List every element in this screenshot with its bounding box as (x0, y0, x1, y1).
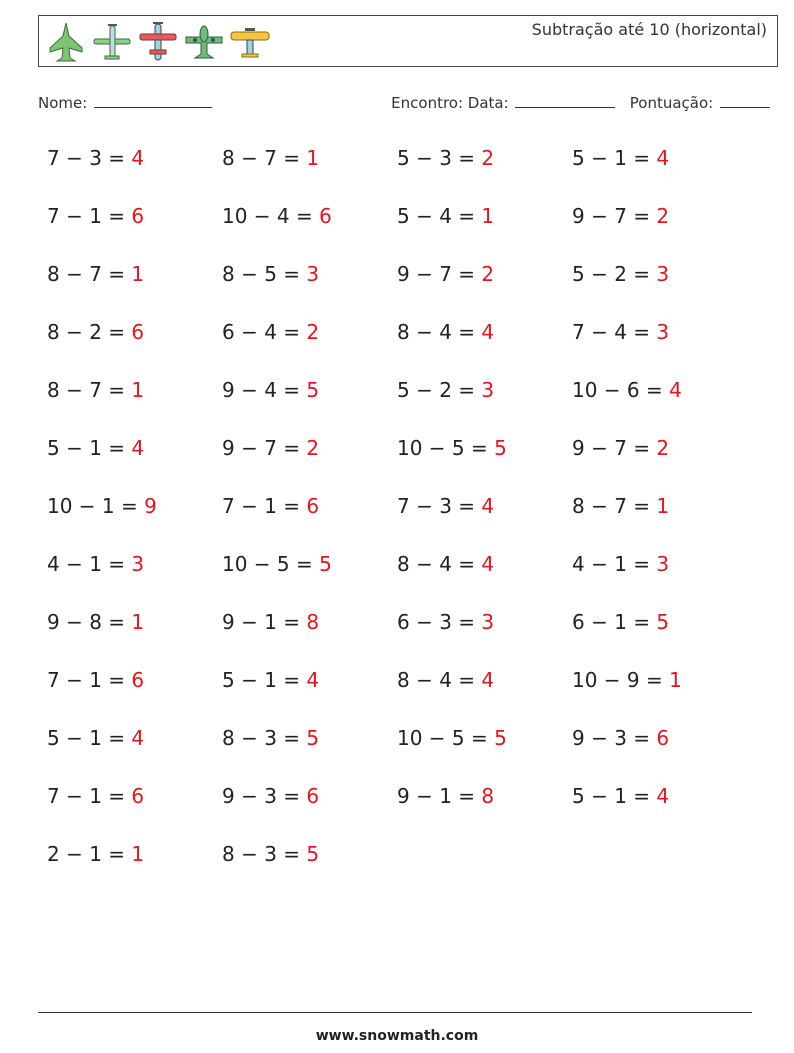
problem-question: 8 − 2 = (47, 320, 126, 344)
problem-answer: 4 (131, 146, 145, 170)
problem-question: 8 − 3 = (222, 842, 301, 866)
problem-question: 4 − 1 = (572, 552, 651, 576)
problem-question: 10 − 4 = (222, 204, 313, 228)
encounter-date-label: Encontro: Data: (391, 94, 509, 112)
problem-answer: 5 (306, 726, 320, 750)
problem-question: 9 − 8 = (47, 610, 126, 634)
problem (397, 146, 494, 170)
problem-question: 6 − 1 = (572, 610, 651, 634)
problem-answer: 3 (656, 552, 670, 576)
date-blank[interactable] (515, 93, 615, 108)
problem (397, 726, 507, 750)
problem-answer: 4 (669, 378, 682, 402)
problem-answer: 4 (481, 320, 495, 344)
problem (47, 784, 144, 808)
problem-grid (47, 146, 747, 900)
problem-question: 5 − 4 = (397, 204, 476, 228)
problem-question: 9 − 7 = (572, 436, 651, 460)
problem (572, 494, 669, 518)
problem-question: 4 − 1 = (47, 552, 126, 576)
problem (222, 262, 319, 286)
problem (572, 146, 669, 170)
problem-row (47, 552, 747, 610)
problem-question: 8 − 3 = (222, 726, 301, 750)
problem (572, 204, 669, 228)
problem (222, 784, 319, 808)
problem-answer: 8 (306, 610, 320, 634)
worksheet-title: Subtração até 10 (horizontal) (531, 20, 767, 39)
problem (572, 784, 669, 808)
problem-answer: 6 (131, 320, 145, 344)
problem-question: 9 − 7 = (572, 204, 651, 228)
yellow-biplane-icon (229, 20, 271, 64)
problem-answer: 4 (131, 726, 145, 750)
problem-row (47, 436, 747, 494)
problem-answer: 3 (656, 262, 670, 286)
problem (397, 494, 494, 518)
problem-answer: 2 (306, 320, 320, 344)
problem (572, 610, 669, 634)
problem-answer: 5 (656, 610, 670, 634)
problem-question: 9 − 3 = (572, 726, 651, 750)
problem (572, 320, 669, 344)
problem (572, 378, 682, 402)
problem-question: 7 − 1 = (47, 668, 126, 692)
problem-question: 10 − 6 = (572, 378, 663, 402)
problem (47, 262, 144, 286)
problem-question: 10 − 5 = (397, 436, 488, 460)
problem-answer: 2 (656, 436, 670, 460)
problem-answer: 1 (656, 494, 670, 518)
problem-answer: 6 (131, 784, 145, 808)
problem-answer: 6 (656, 726, 670, 750)
problem (47, 842, 144, 866)
problem (572, 726, 669, 750)
problem (222, 204, 332, 228)
problem (572, 436, 669, 460)
problem-answer: 4 (481, 494, 495, 518)
problem (47, 726, 144, 750)
problem-question: 7 − 3 = (397, 494, 476, 518)
problem-question: 5 − 1 = (222, 668, 301, 692)
plane-icons (45, 20, 271, 64)
problem-answer: 1 (306, 146, 320, 170)
problem (47, 320, 144, 344)
problem-answer: 2 (656, 204, 670, 228)
problem (222, 668, 319, 692)
problem-answer: 2 (306, 436, 320, 460)
problem-question: 6 − 4 = (222, 320, 301, 344)
problem (397, 552, 494, 576)
problem (47, 552, 144, 576)
problem-question: 9 − 7 = (222, 436, 301, 460)
problem-question: 5 − 1 = (47, 436, 126, 460)
score-blank[interactable] (720, 93, 770, 108)
problem-row (47, 146, 747, 204)
problem-answer: 5 (494, 436, 507, 460)
problem-question: 5 − 3 = (397, 146, 476, 170)
problem-answer: 1 (481, 204, 495, 228)
problem-question: 8 − 7 = (47, 378, 126, 402)
problem (397, 204, 494, 228)
problem-row (47, 668, 747, 726)
problem-question: 5 − 1 = (572, 784, 651, 808)
encounter-score-fields (391, 93, 770, 112)
problem (397, 784, 494, 808)
problem (572, 668, 682, 692)
problem (222, 494, 319, 518)
name-blank[interactable] (94, 93, 212, 108)
problem-answer: 6 (306, 784, 320, 808)
problem-answer: 4 (131, 436, 145, 460)
problem-row (47, 320, 747, 378)
problem-question: 7 − 1 = (222, 494, 301, 518)
problem (222, 146, 319, 170)
problem-question: 7 − 1 = (47, 204, 126, 228)
problem-answer: 1 (669, 668, 682, 692)
problem-answer: 5 (494, 726, 507, 750)
red-plane-icon (137, 20, 179, 64)
problem-answer: 3 (481, 378, 495, 402)
problem-question: 5 − 2 = (397, 378, 476, 402)
problem-question: 10 − 9 = (572, 668, 663, 692)
problem-answer: 5 (319, 552, 332, 576)
problem-question: 8 − 5 = (222, 262, 301, 286)
problem-answer: 4 (481, 668, 495, 692)
problem-answer: 6 (131, 204, 145, 228)
problem (47, 436, 144, 460)
problem-answer: 3 (306, 262, 320, 286)
problem-question: 5 − 2 = (572, 262, 651, 286)
green-plane-icon (183, 20, 225, 64)
problem (47, 146, 144, 170)
score-label: Pontuação: (629, 94, 714, 112)
problem-question: 8 − 4 = (397, 552, 476, 576)
problem-question: 8 − 4 = (397, 320, 476, 344)
problem (222, 842, 319, 866)
problem-row (47, 494, 747, 552)
worksheet-header (38, 15, 778, 67)
problem-answer: 6 (131, 668, 145, 692)
problem-answer: 4 (656, 146, 670, 170)
footer-url: www.snowmath.com (315, 1028, 479, 1044)
problem-row (47, 610, 747, 668)
problem (47, 668, 144, 692)
problem-question: 10 − 5 = (397, 726, 488, 750)
problem-question: 9 − 7 = (397, 262, 476, 286)
problem-question: 9 − 3 = (222, 784, 301, 808)
problem-question: 8 − 7 = (47, 262, 126, 286)
propeller-plane-icon (91, 20, 133, 64)
problem (47, 494, 157, 518)
problem-answer: 6 (319, 204, 332, 228)
problem-question: 10 − 5 = (222, 552, 313, 576)
problem (397, 668, 494, 692)
problem-row (47, 726, 747, 784)
problem (222, 320, 319, 344)
problem (47, 204, 144, 228)
problem-question: 5 − 1 = (572, 146, 651, 170)
problem-answer: 2 (481, 146, 495, 170)
problem-question: 7 − 4 = (572, 320, 651, 344)
problem-row (47, 262, 747, 320)
problem-question: 8 − 7 = (572, 494, 651, 518)
problem (222, 552, 332, 576)
problem-answer: 4 (481, 552, 495, 576)
problem-answer: 2 (481, 262, 495, 286)
problem-row (47, 784, 747, 842)
problem (572, 552, 669, 576)
jet-fighter-icon (45, 20, 87, 64)
problem-answer: 1 (131, 842, 145, 866)
problem-question: 6 − 3 = (397, 610, 476, 634)
problem-answer: 3 (656, 320, 670, 344)
problem-row (47, 378, 747, 436)
problem (47, 610, 144, 634)
problem (397, 262, 494, 286)
problem-question: 7 − 1 = (47, 784, 126, 808)
problem-question: 2 − 1 = (47, 842, 126, 866)
problem (222, 726, 319, 750)
problem-answer: 1 (131, 378, 145, 402)
problem-answer: 9 (144, 494, 157, 518)
problem-answer: 4 (306, 668, 320, 692)
problem (397, 320, 494, 344)
problem (47, 378, 144, 402)
problem (572, 262, 669, 286)
problem (397, 378, 494, 402)
problem (222, 378, 319, 402)
problem-question: 7 − 3 = (47, 146, 126, 170)
problem (397, 610, 494, 634)
problem-question: 8 − 4 = (397, 668, 476, 692)
problem-question: 9 − 1 = (397, 784, 476, 808)
problem-answer: 5 (306, 842, 320, 866)
problem (222, 610, 319, 634)
problem-question: 9 − 4 = (222, 378, 301, 402)
footer-divider (38, 1012, 752, 1013)
problem-question: 5 − 1 = (47, 726, 126, 750)
problem-answer: 8 (481, 784, 495, 808)
problem-answer: 3 (481, 610, 495, 634)
problem-answer: 6 (306, 494, 320, 518)
problem-answer: 4 (656, 784, 670, 808)
problem-answer: 1 (131, 610, 145, 634)
problem-answer: 5 (306, 378, 320, 402)
problem-question: 10 − 1 = (47, 494, 138, 518)
name-field (38, 93, 212, 112)
problem-question: 9 − 1 = (222, 610, 301, 634)
problem-answer: 3 (131, 552, 145, 576)
problem-row (47, 204, 747, 262)
problem-question: 8 − 7 = (222, 146, 301, 170)
problem-row (47, 842, 747, 900)
problem (397, 436, 507, 460)
problem (222, 436, 319, 460)
name-label: Nome: (38, 94, 88, 112)
problem-answer: 1 (131, 262, 145, 286)
